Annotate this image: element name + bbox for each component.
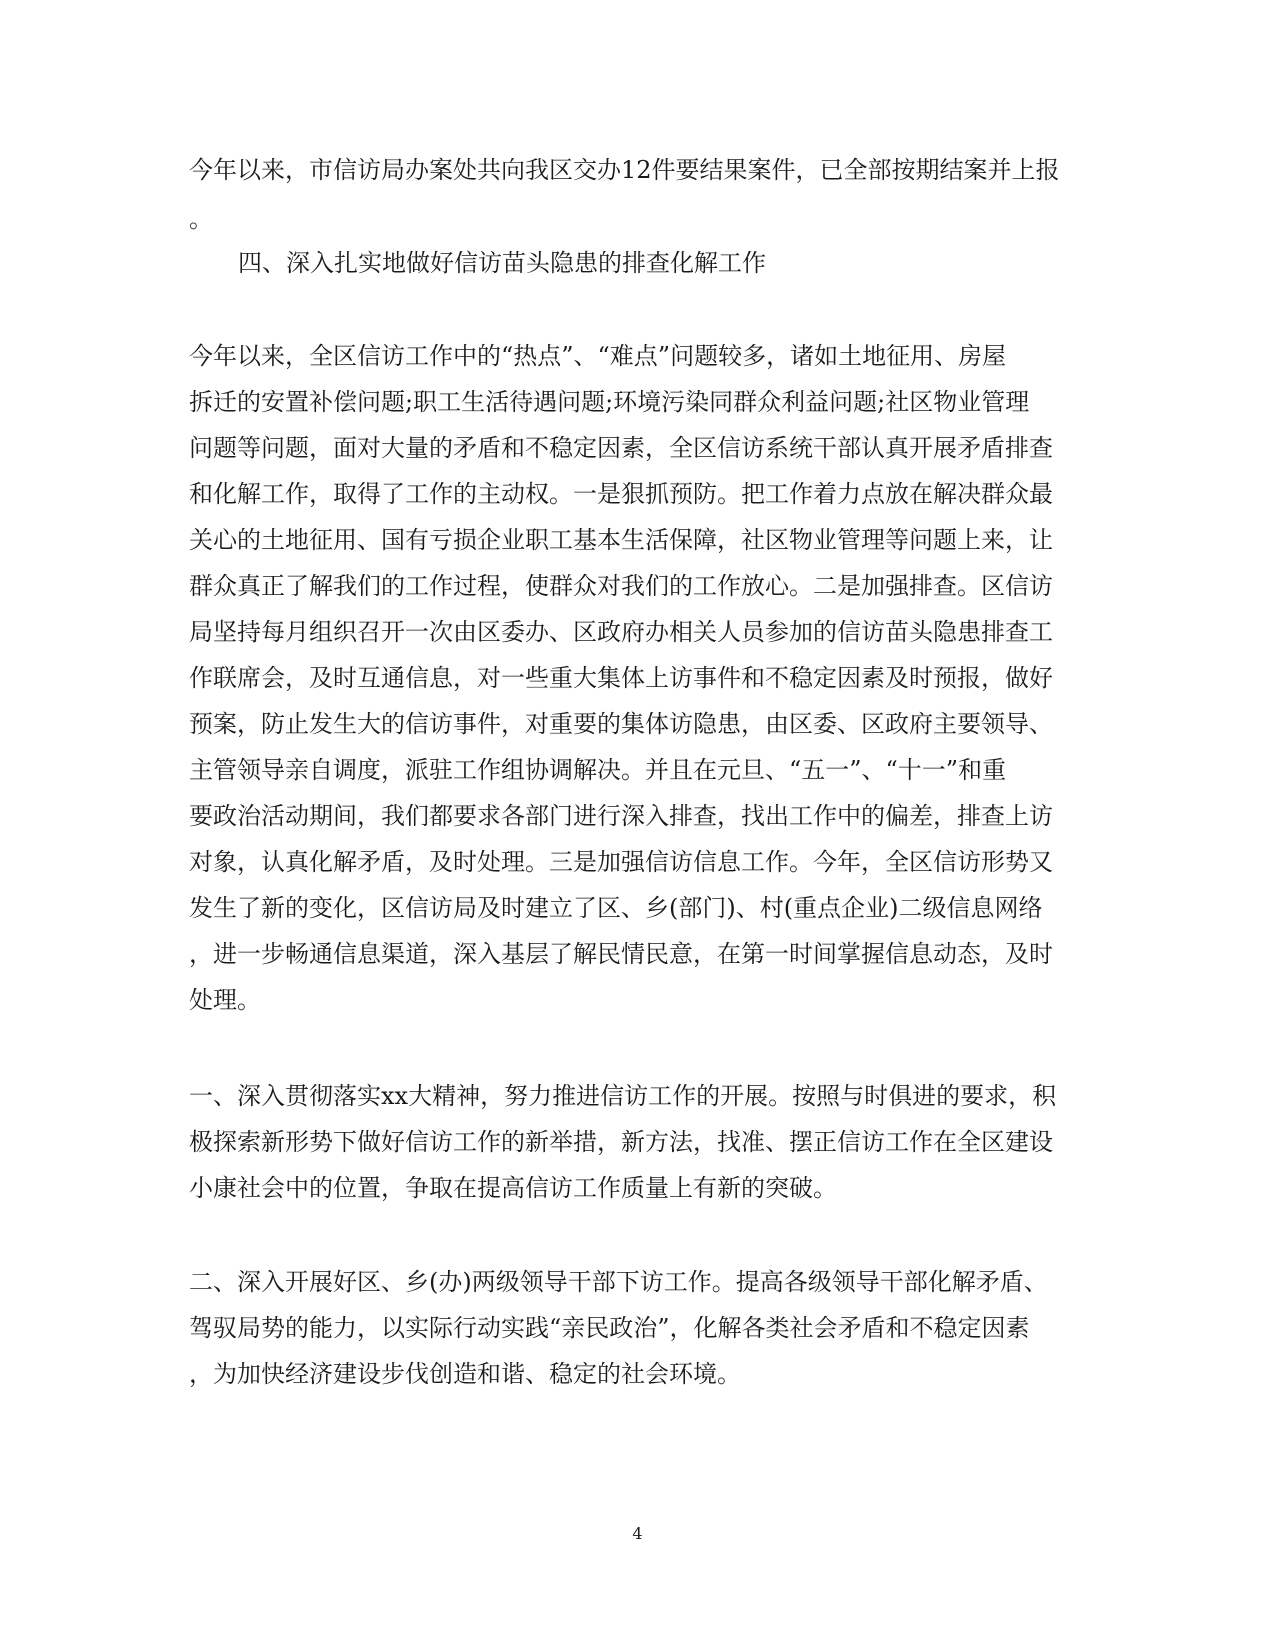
text-line: 对象，认真化解矛盾，及时处理。三是加强信访信息工作。今年，全区信访形势又 — [189, 848, 1053, 876]
text-line: 作联席会，及时互通信息，对一些重大集体上访事件和不稳定因素及时预报，做好 — [189, 664, 1053, 692]
text-line: 预案，防止发生大的信访事件，对重要的集体访隐患，由区委、区政府主要领导、 — [189, 710, 1053, 738]
text-line: 小康社会中的位置，争取在提高信访工作质量上有新的突破。 — [189, 1174, 837, 1202]
text-line: ，为加快经济建设步伐创造和谐、稳定的社会环境。 — [189, 1360, 741, 1388]
page-number: 4 — [632, 1524, 643, 1543]
text-line: 关心的土地征用、国有亏损企业职工基本生活保障，社区物业管理等问题上来，让 — [189, 526, 1053, 554]
text-line: ，进一步畅通信息渠道，深入基层了解民情民意，在第一时间掌握信息动态，及时 — [189, 940, 1053, 968]
text-line: 要政治活动期间，我们都要求各部门进行深入排查，找出工作中的偏差，排查上访 — [189, 802, 1053, 830]
text-line: 处理。 — [189, 986, 261, 1014]
text-line: 今年以来，市信访局办案处共向我区交办12件要结果案件，已全部按期结案并上报 — [189, 156, 1060, 184]
text-line: 发生了新的变化，区信访局及时建立了区、乡(部门)、村(重点企业)二级信息网络 — [189, 894, 1043, 922]
text-line: 问题等问题，面对大量的矛盾和不稳定因素，全区信访系统干部认真开展矛盾排查 — [189, 434, 1053, 462]
section-heading: 四、深入扎实地做好信访苗头隐患的排查化解工作 — [238, 249, 766, 277]
text-line: 。 — [189, 205, 213, 233]
text-line: 二、深入开展好区、乡(办)两级领导干部下访工作。提高各级领导干部化解矛盾、 — [189, 1268, 1048, 1296]
text-line: 一、深入贯彻落实xx大精神，努力推进信访工作的开展。按照与时俱进的要求，积 — [189, 1082, 1057, 1110]
text-line: 极探索新形势下做好信访工作的新举措，新方法，找准、摆正信访工作在全区建设 — [189, 1128, 1053, 1156]
text-line: 主管领导亲自调度，派驻工作组协调解决。并且在元旦、“五一”、“十一”和重 — [189, 756, 1007, 784]
text-line: 拆迁的安置补偿问题;职工生活待遇问题;环境污染同群众利益问题;社区物业管理 — [189, 388, 1030, 416]
text-line: 驾驭局势的能力，以实际行动实践“亲民政治”，化解各类社会矛盾和不稳定因素 — [189, 1314, 1030, 1342]
text-line: 群众真正了解我们的工作过程，使群众对我们的工作放心。二是加强排查。区信访 — [189, 572, 1053, 600]
text-line: 局坚持每月组织召开一次由区委办、区政府办相关人员参加的信访苗头隐患排查工 — [189, 618, 1053, 646]
text-line: 和化解工作，取得了工作的主动权。一是狠抓预防。把工作着力点放在解决群众最 — [189, 480, 1053, 508]
text-line: 今年以来，全区信访工作中的“热点”、“难点”问题较多，诸如土地征用、房屋 — [189, 342, 1007, 370]
